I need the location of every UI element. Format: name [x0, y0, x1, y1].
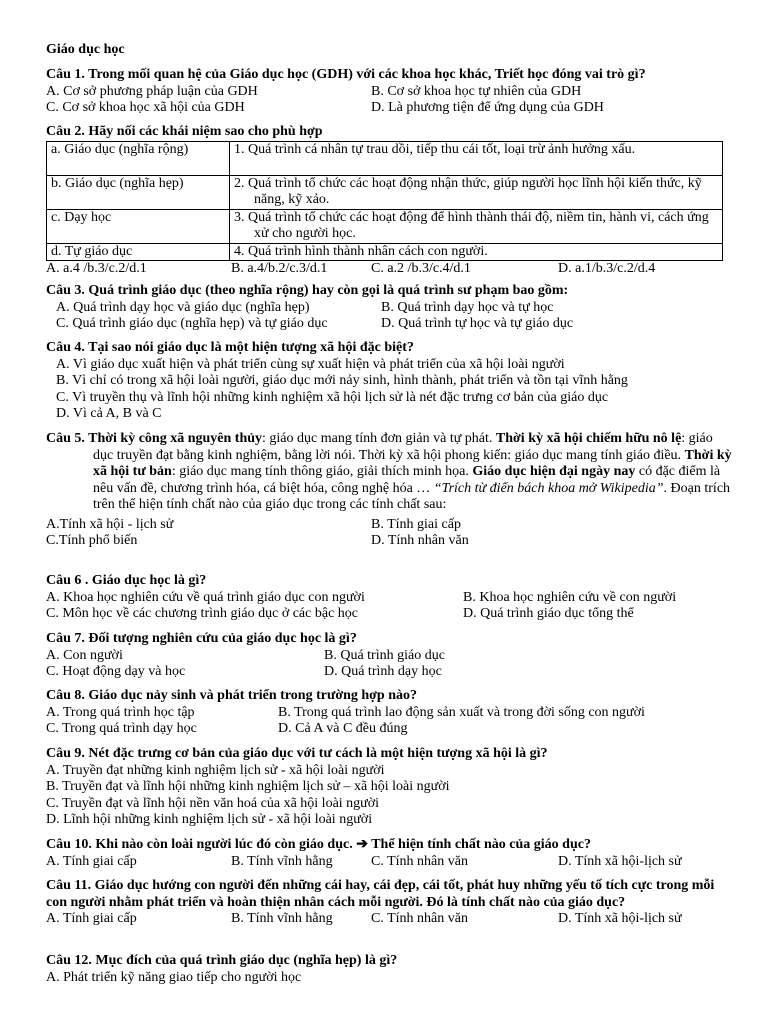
table-cell-right-text: 1. Quá trình cá nhân tự trau dồi, tiếp thu cái tốt, loại trừ ảnh hưởng xấu.: [234, 141, 636, 157]
table-row: [47, 243, 723, 260]
q3-option-b[interactable]: B. Quá trình dạy học và tự học: [381, 299, 554, 315]
q1-option-a[interactable]: A. Cơ sở phương pháp luận của GDH: [46, 83, 258, 99]
q11-option-d[interactable]: D. Tính xã hội-lịch sử: [558, 911, 682, 926]
q5-passage: [46, 431, 736, 514]
q4-text: . Tại sao nói giáo dục là một hiện tượng xã hội đặc biệt?: [81, 340, 414, 355]
q2-option-c[interactable]: C. a.2 /b.3/c.4/d.1: [371, 260, 471, 276]
q5-option-a[interactable]: A.Tính xã hội - lịch sử: [46, 516, 174, 532]
q4-option-c[interactable]: C. Vì truyền thụ và lĩnh hội những kinh nghiệm xã hội lịch sử là nét đặc trưng cơ bản của giáo dục: [56, 389, 609, 405]
q7-option-c[interactable]: C. Hoạt động dạy và học: [46, 664, 186, 679]
q4-option-b[interactable]: B. Vì chỉ có trong xã hội loài người, giáo dục mới nảy sinh, hình thành, phát triển và tồn tại vĩnh hằng: [56, 373, 628, 388]
q12-label: Câu 12.: [46, 953, 92, 968]
q7-text: Đối tượng nghiên cứu của giáo dục học là gì?: [84, 631, 357, 646]
q5-bold-2: Thời kỳ xã hội chiếm hữu nô lệ: [495, 431, 682, 446]
q10-text: Khi nào còn loài người lúc đó còn giáo dục.: [91, 837, 357, 852]
arrow-icon: ➔: [356, 837, 368, 852]
q1-option-d[interactable]: D. Là phương tiện để ứng dụng của GDH: [371, 100, 604, 115]
table-row: [47, 175, 723, 209]
question-11: [46, 878, 736, 928]
q5-citation: “Trích từ điển bách khoa mở Wikipedia”: [433, 480, 664, 496]
q8-option-a[interactable]: A. Trong quá trình học tập: [46, 704, 195, 720]
question-10: [46, 837, 736, 870]
q7-option-d[interactable]: D. Quá trình dạy học: [324, 664, 442, 679]
table-cell-left: b. Giáo dục (nghĩa hẹp): [47, 175, 230, 209]
question-5: [46, 431, 736, 550]
q6-label: Câu 6 .: [46, 573, 89, 588]
q5-bold-3: Thời kỳ xã hội tư bản: [93, 447, 732, 479]
q10-option-a[interactable]: A. Tính giai cấp: [46, 853, 137, 869]
q12-text: Mục đích của quá trình giáo dục (nghĩa hẹp) là gì?: [91, 953, 398, 968]
question-6: [46, 573, 736, 623]
q5-text-4: có đặc điểm là nêu vấn đề, chương trình hóa, cá biệt hóa, công nghệ hóa …: [93, 464, 721, 496]
question-3: [46, 283, 736, 333]
q5-label: Câu 5.: [46, 431, 85, 446]
q6-option-d[interactable]: D. Quá trình giáo dục tổng thể: [463, 606, 634, 621]
q8-text: Giáo dục nảy sinh và phát triển trong trường hợp nào?: [84, 688, 418, 703]
table-cell-left: d. Tự giáo dục: [47, 243, 230, 260]
q1-option-c[interactable]: C. Cơ sở khoa học xã hội của GDH: [46, 100, 245, 115]
title-text: Giáo dục học: [46, 42, 125, 57]
q10-text-2: Thể hiện tính chất nào của giáo dục?: [367, 837, 591, 852]
q5-text-2: : giáo dục truyền đạt bằng kinh nghiệm, bằng lời nói. Thời kỳ xã hội phong kiến: giáo dục mang tính giáo điều.: [93, 431, 713, 463]
q7-label: Câu 7.: [46, 631, 85, 646]
table-cell-right-text: 4. Quá trình hình thành nhân cách con người.: [234, 243, 488, 259]
q12-option-a[interactable]: A. Phát triển kỹ năng giao tiếp cho người học: [46, 969, 302, 985]
q8-option-c[interactable]: C. Trong quá trình dạy học: [46, 721, 197, 736]
question-4: [46, 340, 736, 423]
q11-label: Câu 11.: [46, 878, 92, 893]
q2-option-b[interactable]: B. a.4/b.2/c.3/d.1: [231, 260, 328, 276]
table-row: [47, 209, 723, 243]
q9-option-a[interactable]: A. Truyền đạt những kinh nghiệm lịch sử - xã hội loài người: [46, 762, 385, 778]
q1-text: Trong mối quan hệ của Giáo dục học (GDH) với các khoa học khác, Triết học đóng vai trò gì?: [84, 67, 646, 82]
q3-option-d[interactable]: D. Quá trình tự học và tự giáo dục: [381, 316, 574, 331]
q11-text: Giáo dục hướng con người đến những cái hay, cái đẹp, cái tốt, phát huy những yếu tố tích cực trong mỗi con người nhằm phát triển và hoàn thiện nhân cách mỗi người. Đó là tính chất nào của giáo dục?: [46, 878, 715, 910]
q3-option-a[interactable]: A. Quá trình dạy học và giáo dục (nghĩa hẹp): [56, 299, 310, 315]
table-cell-left: a. Giáo dục (nghĩa rộng): [47, 141, 230, 175]
question-1: [46, 67, 736, 117]
table-cell-right-text: 2. Quá trình tổ chức các hoạt động nhận thức, giúp người học lĩnh hội kiến thức, kỹ năng, kỹ xảo.: [234, 175, 702, 207]
q5-option-d[interactable]: D. Tính nhân văn: [371, 533, 469, 548]
table-cell-right: [230, 141, 723, 175]
q4-label: Câu 4: [46, 340, 82, 355]
q11-option-b[interactable]: B. Tính vĩnh hằng: [231, 911, 333, 926]
q6-option-c[interactable]: C. Môn học về các chương trình giáo dục ở các bậc học: [46, 606, 359, 621]
q11-option-a[interactable]: A. Tính giai cấp: [46, 911, 137, 926]
q3-option-c[interactable]: C. Quá trình giáo dục (nghĩa hẹp) và tự giáo dục: [56, 316, 328, 331]
q10-option-b[interactable]: B. Tính vĩnh hằng: [231, 853, 333, 869]
q3-label: Câu 3.: [46, 283, 85, 298]
q9-label: Câu 9: [46, 746, 82, 761]
q9-text: . Nét đặc trưng cơ bản của giáo dục với tư cách là một hiện tượng xã hội là gì?: [81, 746, 548, 761]
q7-option-b[interactable]: B. Quá trình giáo dục: [324, 647, 445, 663]
table-cell-right-text: 3. Quá trình tổ chức các hoạt động để hình thành thái độ, niềm tin, hành vi, cách ứng xử cho người học.: [234, 209, 709, 241]
matching-table: [46, 141, 723, 261]
q5-option-c[interactable]: C.Tính phổ biến: [46, 533, 138, 548]
question-12: [46, 953, 736, 986]
q5-bold-1: Thời kỳ công xã nguyên thủy: [84, 431, 263, 446]
q1-option-b[interactable]: B. Cơ sở khoa học tự nhiên của GDH: [371, 83, 582, 99]
q7-option-a[interactable]: A. Con người: [46, 647, 123, 663]
question-2: [46, 124, 736, 277]
q5-option-b[interactable]: B. Tính giai cấp: [371, 516, 461, 532]
q8-option-d[interactable]: D. Cả A và C đều đúng: [278, 721, 408, 736]
q6-option-a[interactable]: A. Khoa học nghiên cứu về quá trình giáo dục con người: [46, 589, 365, 605]
table-cell-right: [230, 243, 723, 260]
question-9: [46, 746, 736, 829]
q4-option-d[interactable]: D. Vì cả A, B và C: [56, 406, 162, 421]
table-cell-left: c. Dạy học: [47, 209, 230, 243]
table-row: [47, 141, 723, 175]
q5-text-3: : giáo dục mang tính thông giáo, giải thích minh họa.: [171, 464, 473, 479]
q2-option-a[interactable]: A. a.4 /b.3/c.2/d.1: [46, 260, 147, 276]
q9-option-c[interactable]: C. Truyền đạt và lĩnh hội nền văn hoá của xã hội loài người: [46, 795, 380, 811]
q6-text: Giáo dục học là gì?: [88, 573, 207, 588]
q2-label: Câu 2.: [46, 124, 85, 139]
q5-text-1: : giáo dục mang tính đơn giản và tự phát.: [262, 431, 496, 446]
q6-option-b[interactable]: B. Khoa học nghiên cứu về con người: [463, 589, 677, 605]
q9-option-b[interactable]: B. Truyền đạt và lĩnh hội những kinh nghiệm lịch sử – xã hội loài người: [46, 779, 450, 794]
table-cell-right: [230, 175, 723, 209]
q2-option-d[interactable]: D. a.1/b.3/c.2/d.4: [558, 260, 656, 276]
q5-text-5: . Đoạn trích trên thể hiện tính chất nào của giáo dục trong các tính chất sau:: [93, 480, 731, 512]
q8-label: Câu 8.: [46, 688, 85, 703]
q11-option-c[interactable]: C. Tính nhân văn: [371, 911, 468, 926]
q1-label: Câu 1.: [46, 67, 85, 82]
q5-bold-4: Giáo dục hiện đại ngày nay: [472, 464, 636, 479]
q3-text: Quá trình giáo dục (theo nghĩa rộng) hay còn gọi là quá trình sư phạm bao gồm:: [84, 283, 569, 298]
q9-option-d[interactable]: D. Lĩnh hội những kinh nghiệm lịch sử - xã hội loài người: [46, 812, 373, 827]
q10-option-c[interactable]: C. Tính nhân văn: [371, 853, 468, 869]
q4-option-a[interactable]: A. Vì giáo dục xuất hiện và phát triển cùng sự xuất hiện và phát triển của xã hội loài người: [56, 356, 565, 372]
question-7: [46, 631, 736, 681]
table-cell-right: [230, 209, 723, 243]
q10-label: Câu 10.: [46, 837, 92, 852]
q2-text: Hãy nối các khái niệm sao cho phù hợp: [84, 124, 323, 139]
q8-option-b[interactable]: B. Trong quá trình lao động sản xuất và trong đời sống con người: [278, 704, 645, 720]
document-title: [46, 42, 736, 59]
q10-option-d[interactable]: D. Tính xã hội-lịch sử: [558, 853, 682, 869]
question-8: [46, 688, 736, 738]
